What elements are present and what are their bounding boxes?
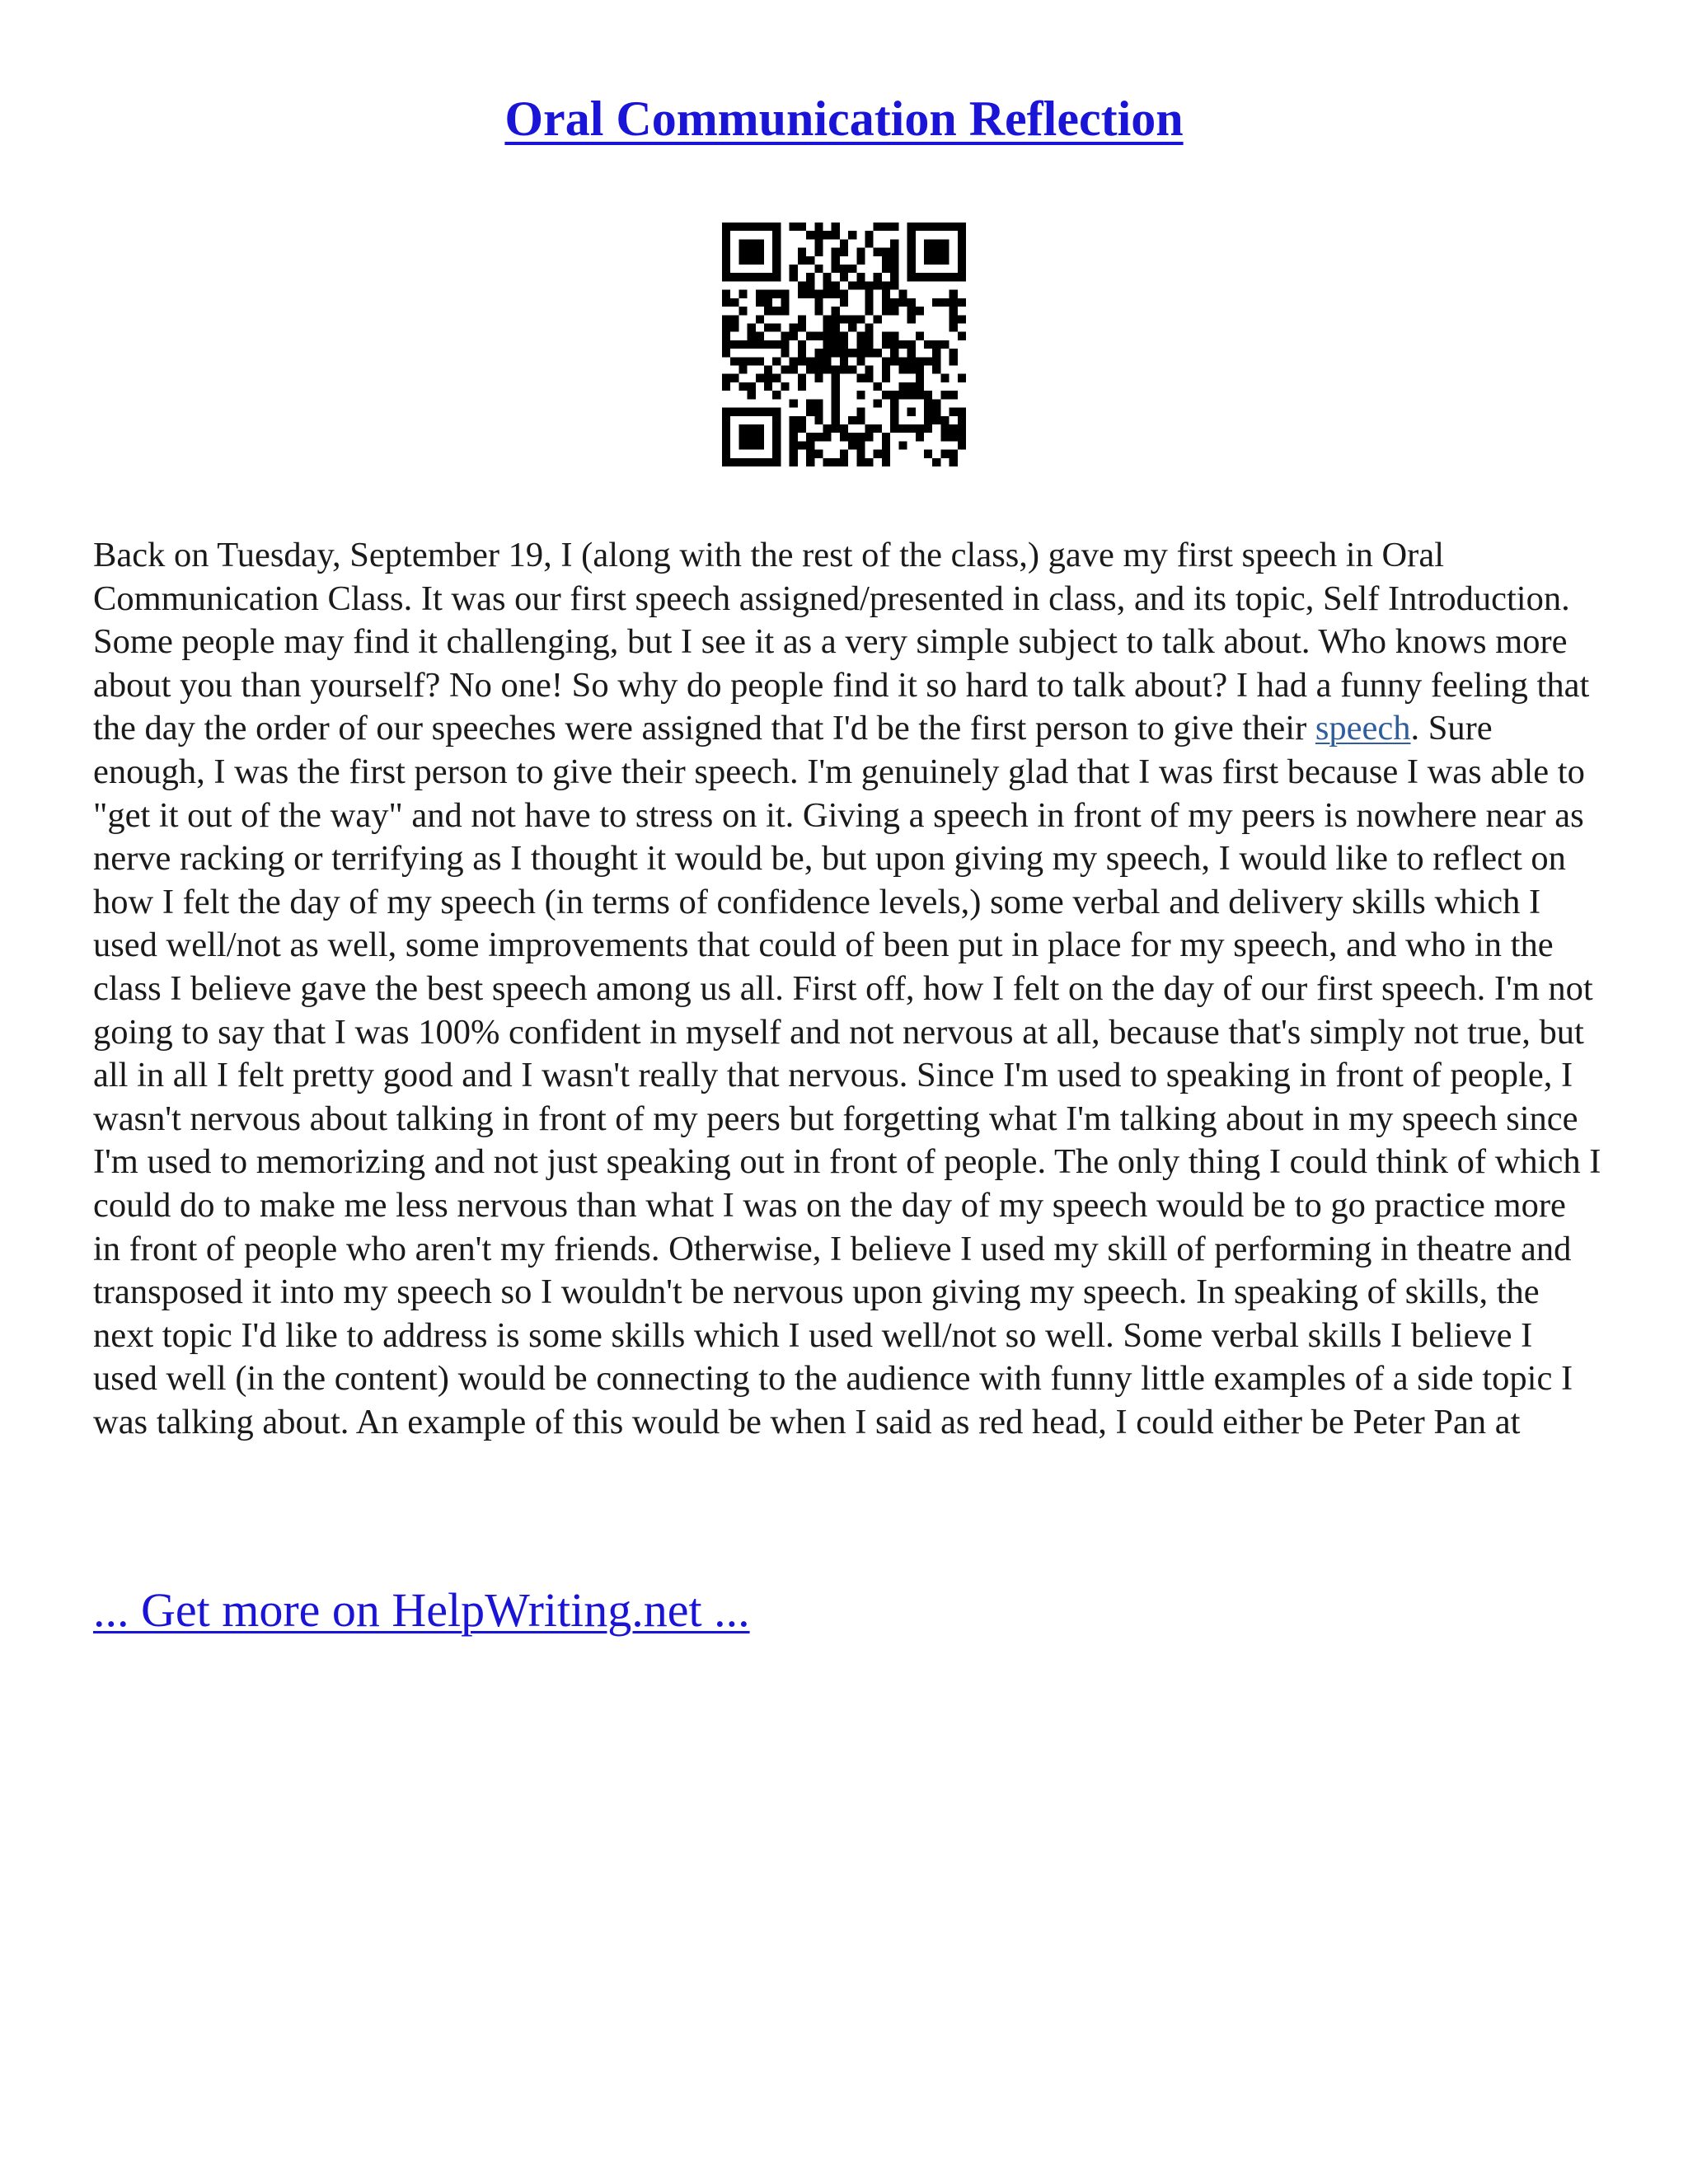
body-paragraph: [93, 534, 1601, 1444]
more-link-line: [93, 1582, 750, 1638]
body-text-part-2: . Sure enough, I was the first person to give their speech. I'm genuinely glad that I was first because I was able to "get it out of the way" and not have to stress on it. Giving a speech in front of my peers is nowhere near as nerve racking or terrifying as I thought it would be, but upon giving my speech, I would like to reflect on how I felt the day of my speech (in terms of confidence levels,) some verbal and delivery skills which I used well/not as well, some improvements that could of been put in place for my speech, and who in the class I believe gave the best speech among us all. First off, how I felt on the day of our first speech. I'm not going to say that I was 100% confident in myself and not nervous at all, because that's simply not true, but all in all I felt pretty good and I wasn't really that nervous. Since I'm used to speaking in front of people, I wasn't nervous about talking in front of my peers but forgetting what I'm talking about in my speech since I'm used to memorizing and not just speaking out in front of people. The only thing I could think of which I could do to make me less nervous than what I was on the day of my speech would be to go practice more in front of people who aren't my friends. Otherwise, I believe I used my skill of performing in theatre and transposed it into my speech so I wouldn't be nervous upon giving my speech. In speaking of skills, the next topic I'd like to address is some skills which I used well/not so well. Some verbal skills I believe I used well (in the content) would be connecting to the audience with funny little examples of a side topic I was talking about. An example of this would be when I said as red head, I could either be Peter Pan at: [93, 709, 1601, 1441]
page-title: [0, 89, 1688, 148]
title-link[interactable]: Oral Communication Reflection: [504, 91, 1184, 146]
speech-link[interactable]: speech: [1315, 709, 1411, 748]
get-more-link[interactable]: ... Get more on HelpWriting.net ...: [93, 1583, 750, 1637]
body-text-part-1: Back on Tuesday, September 19, I (along with the rest of the class,) gave my first speech in Oral Communication Class. It was our first speech assigned/presented in class, and its topic, Self Introduction. Some people may find it challenging, but I see it as a very simple subject to talk about. Who knows more about you than yourself? No one! So why do people find it so hard to talk about? I had a funny feeling that the day the order of our speeches were assigned that I'd be the first person to give their: [93, 536, 1590, 748]
qr-code-icon: [722, 223, 966, 466]
qr-code-graphic: [722, 223, 966, 466]
